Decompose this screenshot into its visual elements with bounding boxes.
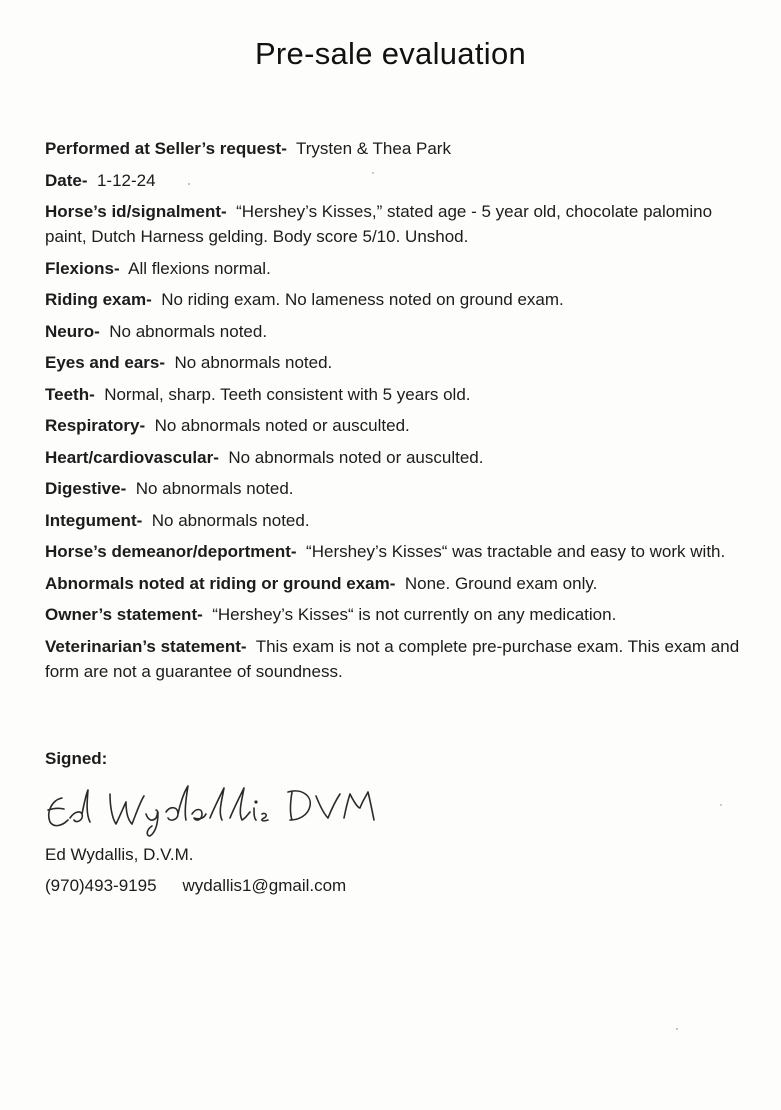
phone-number: (970)493-9195 [45,876,157,895]
field-label: Riding exam- [45,290,152,309]
field-label: Digestive- [45,479,127,498]
field-flexions [45,256,745,281]
field-eyes-ears [45,350,745,375]
signed-label: Signed: [45,749,108,768]
field-value: No abnormals noted. [151,510,310,530]
field-performed-at-request [45,136,745,161]
field-demeanor [45,539,745,564]
field-value: No abnormals noted. [135,479,294,498]
signer-name: Ed Wydallis, D.V.M. [45,845,194,864]
field-value: All flexions normal. [128,258,271,278]
field-value: Trysten & Thea Park [296,139,451,158]
field-value: 1-12-24 [96,170,156,190]
field-date [45,168,745,193]
field-owner-statement [45,602,745,627]
field-value: No riding exam. No lameness noted on ground exam. [161,290,564,309]
field-value: Normal, sharp. Teeth consistent with 5 years old. [104,384,471,404]
field-respiratory [45,413,745,438]
scan-speck [720,804,722,806]
field-label: Eyes and ears- [45,353,166,372]
field-label: Neuro- [45,321,100,341]
scan-speck [372,172,374,174]
field-label: Horse’s demeanor/deportment- [45,542,297,561]
field-heart [45,445,745,470]
field-label: Respiratory- [45,416,146,435]
document-title: Pre-sale evaluation [254,36,527,71]
field-digestive [45,476,745,501]
field-value: “Hershey’s Kisses,” stated age - 5 year old, chocolate palomino paint, Dutch Harness gelding. Body score 5/10. Unshod. [45,202,713,246]
scan-speck [188,183,190,185]
scan-speck [676,1028,678,1030]
field-label: Veterinarian’s statement- [45,636,247,656]
field-label: Abnormals noted at riding or ground exam- [45,573,396,593]
field-neuro [45,319,745,344]
field-value: No abnormals noted. [109,321,268,341]
field-value: This exam is not a complete pre-purchase exam. This exam and form are not a guarantee of soundness. [45,636,740,681]
field-value: “Hershey’s Kisses“ is not currently on any medication. [212,605,617,624]
email-address: wydallis1@gmail.com [182,876,347,895]
field-value: “Hershey’s Kisses“ was tractable and easy to work with. [306,542,726,561]
field-value: No abnormals noted or ausculted. [228,447,484,467]
field-label: Performed at Seller’s request- [45,139,287,158]
handwritten-signature [40,778,385,840]
field-riding-exam [45,287,745,312]
field-label: Integument- [45,510,143,530]
field-label: Date- [45,170,88,190]
field-abnormals [45,571,745,596]
field-value: None. Ground exam only. [404,573,598,593]
field-teeth [45,382,745,407]
field-integument [45,508,745,533]
field-label: Flexions- [45,258,120,278]
field-value: No abnormals noted. [174,353,333,372]
field-label: Owner’s statement- [45,605,203,624]
field-horse-id [45,199,745,249]
field-veterinarian-statement [45,634,745,684]
field-label: Horse’s id/signalment- [45,202,227,221]
evaluation-fields [45,136,745,690]
field-label: Heart/cardiovascular- [45,447,219,467]
contact-line [45,876,346,896]
field-label: Teeth- [45,384,95,404]
field-value: No abnormals noted or ausculted. [154,416,410,435]
